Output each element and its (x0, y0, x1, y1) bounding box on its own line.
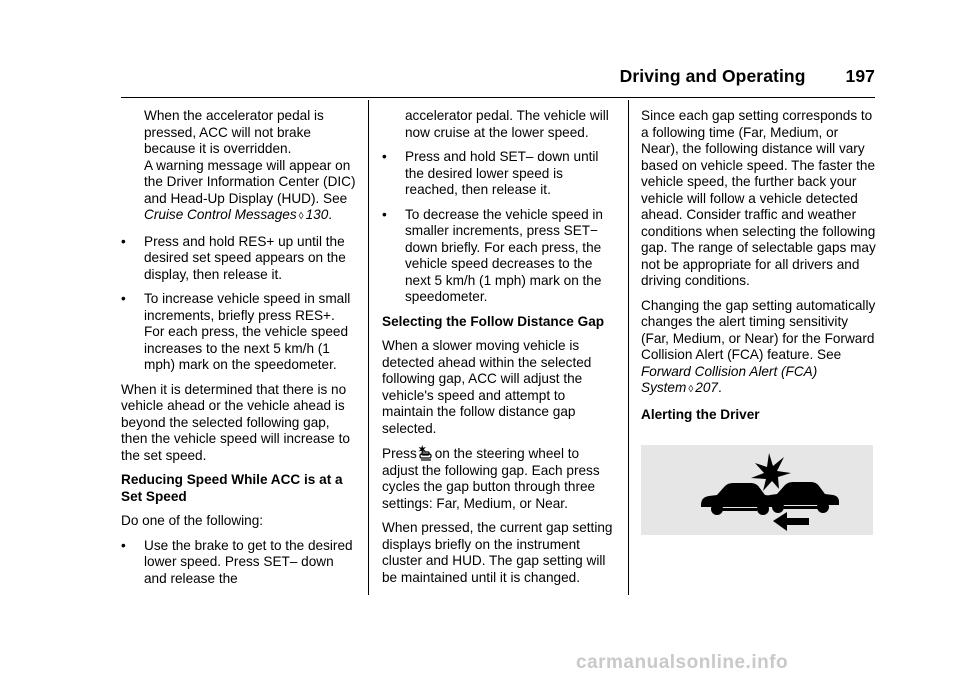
bullet-icon: • (121, 537, 126, 553)
page-ref-icon: ◊ (688, 384, 694, 395)
list-item: • Press and hold SET– down until the desired lower speed is reached, then release it. (382, 149, 599, 197)
forward-collision-alert-figure (641, 445, 873, 535)
column-3 (641, 108, 877, 431)
forward-collision-alert-icon (641, 445, 873, 535)
header-rule (121, 97, 875, 98)
bullet-icon: • (382, 149, 387, 164)
section-title: Driving and Operating (619, 66, 806, 86)
column-divider-2 (628, 100, 629, 595)
section-heading: Selecting the Follow Distance Gap (382, 313, 605, 329)
col3-paragraph-2: Changing the gap setting automatically changes the alert timing sensitivity (Far, Medium, or Near) for the Forward Collision Alert (FCA) feature. See Forward Collision Alert (FCA) System ◊ 207. (641, 297, 876, 395)
column-2 (382, 108, 616, 594)
col3-paragraph-1: Since each gap setting corresponds to a following time (Far, Medium, or Near), the following distance will vary based on vehicle speed. The faster the vehicle speed, the further back your vehicle will follow a vehicle detected ahead. Consider traffic and weather conditions when selecting the following gap. The range of selectable gaps may not be appropriate for all drivers and driving conditions. (641, 108, 876, 288)
col2-paragraph-2: When a slower moving vehicle is detected ahead within the selected following gap, ACC will adjust the vehicle's speed and attempt to maintain the follow distance gap selected. (382, 338, 592, 436)
section-heading: Alerting the Driver (641, 406, 760, 422)
page-number: 197 (845, 66, 875, 86)
col2-paragraph-1: accelerator pedal. The vehicle will now cruise at the lower speed. (405, 108, 609, 140)
page-ref[interactable]: 130 (305, 207, 329, 222)
bullet-icon: • (121, 233, 126, 249)
col1-paragraph-4: Do one of the following: (121, 513, 264, 528)
col1-paragraph-1: When the accelerator pedal is pressed, ACC will not brake because it is overridden. A warning message will appear on the Driver Information Center (DIC) and Head-Up Display (HUD). See Cruise Control Messages ◊ 130. (121, 108, 357, 226)
column-divider-1 (368, 100, 369, 595)
cruise-control-messages-link[interactable]: Cruise Control Messages (144, 207, 297, 222)
list-item: • Press and hold RES+ up until the desired set speed appears on the display, then release it. (121, 233, 346, 282)
forward-collision-alert-link[interactable]: Forward Collision Alert (FCA) System (641, 363, 818, 395)
column-1 (121, 108, 357, 595)
section-heading: Reducing Speed While ACC is at a Set Speed (121, 472, 343, 504)
page-ref[interactable]: 207 (695, 380, 718, 395)
col1-paragraph-3: When it is determined that there is no vehicle ahead or the vehicle ahead is beyond the selected following gap, then the vehicle speed will increase to the set speed. (121, 381, 350, 463)
page-ref-icon: ◊ (298, 211, 304, 222)
list-item: • Use the brake to get to the desired lower speed. Press SET– down and release the (121, 537, 353, 586)
col2-paragraph-4: When pressed, the current gap setting displays briefly on the instrument cluster and HUD. The gap setting will be maintained until it is changed. (382, 520, 613, 585)
bullet-icon: • (382, 206, 387, 222)
follow-distance-gap-icon (417, 445, 435, 461)
list-item: • To increase vehicle speed in small increments, briefly press RES+. For each press, the vehicle speed increases to the next 5 km/h (1 mph) mark on the speedometer. (121, 291, 351, 372)
watermark: carmanualsonline.info (576, 652, 789, 673)
bullet-icon: • (121, 291, 126, 306)
list-item: • To decrease the vehicle speed in smaller increments, press SET− down briefly. For each press, the vehicle speed decreases to the next 5 km/h (1 mph) mark on the speedometer. (382, 206, 603, 304)
page-header (0, 66, 875, 98)
header-title (620, 66, 875, 87)
col1-paragraph-2: A warning message will appear on the Driver Information Center (DIC) and Head-Up Display (HUD). See Cruise Control Messages ◊ 130. (144, 157, 356, 222)
col2-paragraph-3: Press on the steering wheel to adjust the following gap. Each press cycles the gap button through three settings: Far, Medium, or Near. (382, 446, 600, 511)
